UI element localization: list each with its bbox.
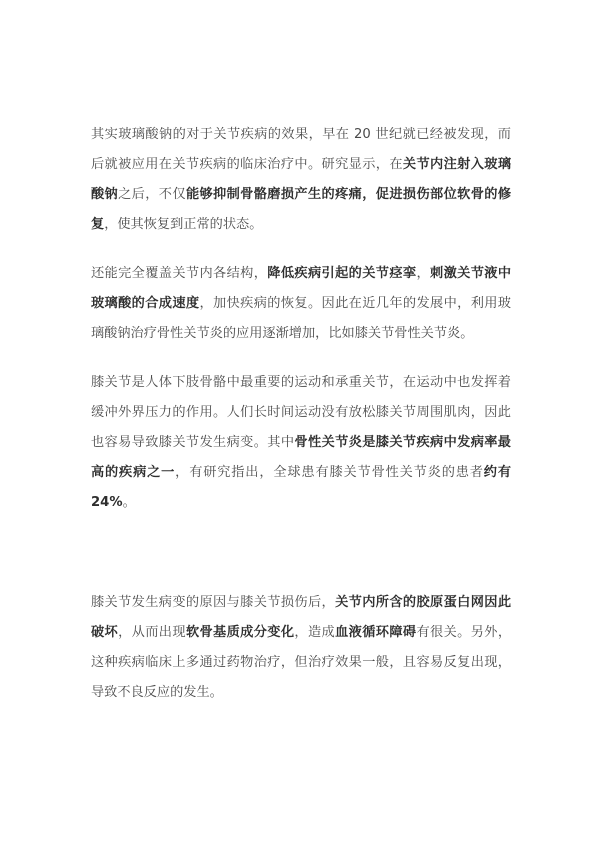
paragraph-1-text: ，使其恢复到正常的状态。 [104,217,263,232]
paragraph-3-bold-2: 约有 24% [91,465,512,510]
paragraph-1-bold-2: 能够抑制骨骼磨损产生的疼痛，促进损伤部位软骨的修复 [91,187,512,232]
paragraph-3-text: ，有研究指出，全球患有膝关节骨性关节炎的患者 [175,465,484,480]
paragraph-3-text: 。 [122,495,136,510]
paragraph-3 [91,368,511,518]
paragraph-3-bold-1: 骨性关节炎是膝关节疾病中发病率最高的疾病之一 [91,435,511,480]
paragraph-4-bold-2: 软骨基质成分变化 [185,625,295,640]
paragraph-1 [91,120,511,240]
paragraph-2-bold-1: 降低疾病引起的关节痉挛 [267,266,417,281]
paragraph-3-text: 膝关节是人体下肢骨骼中最重要的运动和承重关节，在运动中也发挥着缓冲外界压力的作用。人们长时间运动没有放松膝关节周围肌肉，因此也容易导致膝关节发生病变。其中 [91,375,511,450]
paragraph-1-text: 之后，不仅 [118,187,186,202]
paragraph-2-text: ，加快疾病的恢复。因此在近几年的发展中，利用玻璃酸钠治疗骨性关节炎的应用逐渐增加，比如膝关节骨性关节炎。 [91,296,511,341]
paragraph-4-bold-1: 关节内所含的胶原蛋白网因此破坏 [91,595,512,640]
paragraph-4-text: ，从而出现 [118,625,186,640]
paragraph-2-text: ， [416,266,431,281]
paragraph-4-text: ，造成 [294,625,336,640]
paragraph-2 [91,259,511,349]
paragraph-4-text: 膝关节发生病变的原因与膝关节损伤后， [91,595,336,610]
paragraph-2-bold-2: 刺激关节液中玻璃酸的合成速度 [91,266,512,311]
paragraph-2-text: 还能完全覆盖关节内各结构， [91,266,268,281]
paragraph-4-bold-3: 血液循环障碍 [335,625,417,640]
paragraph-4 [91,588,511,708]
paragraph-1-bold-1: 关节内注射入玻璃酸钠 [91,157,512,202]
paragraph-1-text: 其实玻璃酸钠的对于关节疾病的效果，早在 20 世纪就已经被发现，而后就被应用在关节疾病的临床治疗中。研究显示，在 [91,127,511,172]
paragraph-4-text: 有很关。另外，这种疾病临床上多通过药物治疗，但治疗效果一般，且容易反复出现，导致不良反应的发生。 [91,625,512,700]
